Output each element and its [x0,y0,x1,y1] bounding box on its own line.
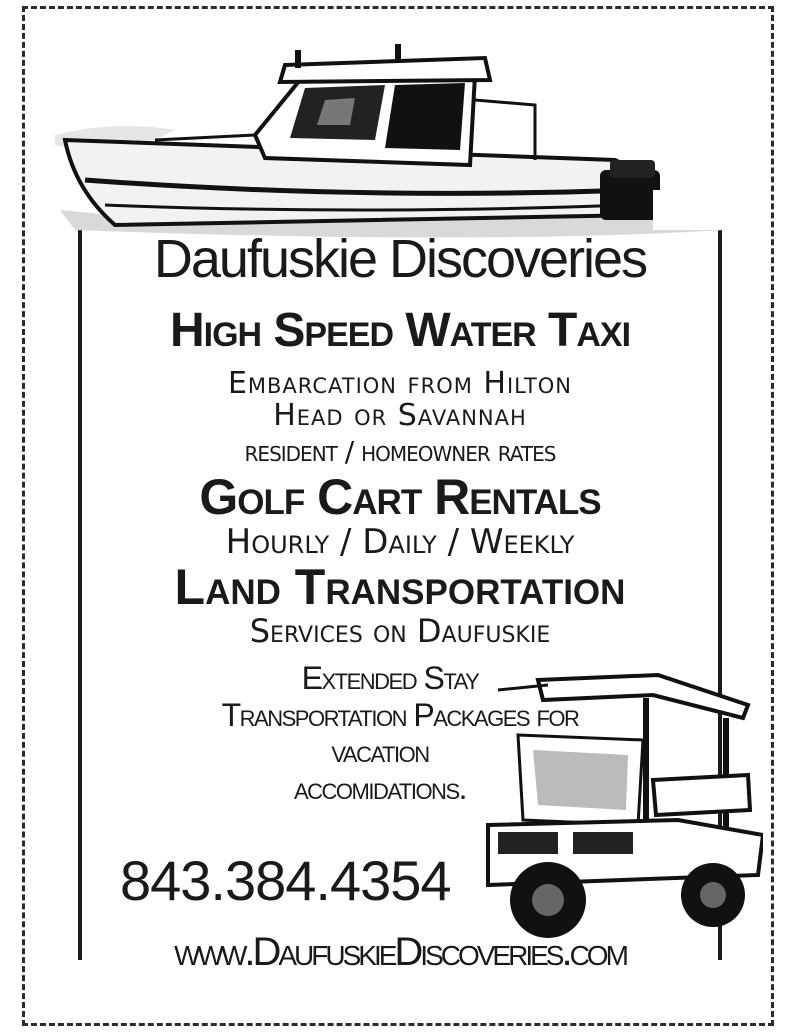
golf-cart-heading: Golf Cart Rentals [199,469,601,525]
extended-stay-line-4: accomidations. [293,770,467,806]
land-transport-heading: Land Transportation [174,559,626,615]
phone-number: 843.384.4354 [120,849,451,912]
embarcation-line-1: Embarcation from Hilton [227,366,573,401]
speedboat-illustration [55,40,745,240]
extended-stay-line-2: Transportation Packages for [221,697,579,733]
resident-rates: resident / homeowner rates [244,435,556,468]
website-url: www.DaufuskieDiscoveries.com [174,930,626,974]
extended-stay-line-3: vacation [331,733,429,769]
extended-stay-line-1: Extended Stay [301,660,479,696]
water-taxi-heading: High Speed Water Taxi [169,304,631,357]
brand-name: Daufuskie Discoveries [153,229,647,289]
embarcation-line-2: Head or Savannah [273,398,527,433]
rental-periods: Hourly / Daily / Weekly [225,522,575,562]
services-line: Services on Daufuskie [249,612,551,650]
